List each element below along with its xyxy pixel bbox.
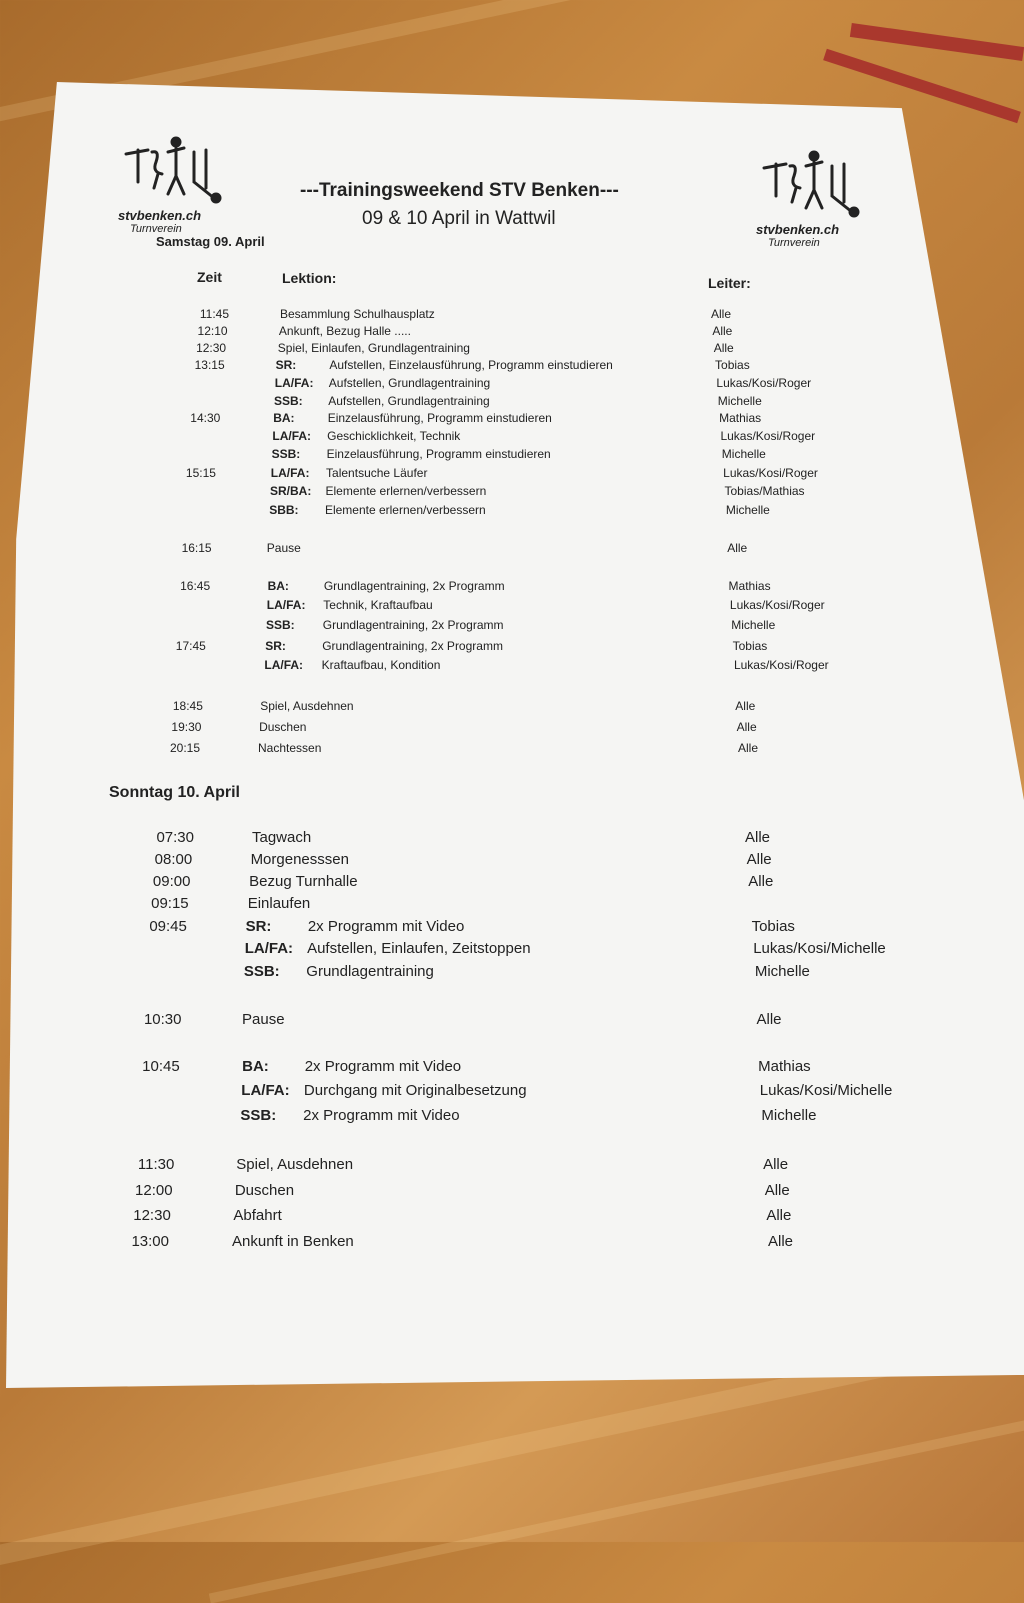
row-time: 08:00 (154, 851, 193, 868)
row-leader: Lukas/Kosi/Roger (716, 376, 812, 390)
row-lesson: Aufstellen, Einzelausführung, Programm einstudieren (329, 358, 613, 372)
schedule-row (0, 1107, 1024, 1129)
row-time: 09:15 (151, 895, 189, 912)
schedule-row (0, 829, 1024, 851)
document-title: ---Trainingsweekend STV Benken--- (300, 180, 619, 201)
row-leader: Tobias/Mathias (724, 484, 805, 498)
row-time: 10:30 (143, 1011, 182, 1028)
row-time: 14:30 (190, 411, 221, 425)
row-leader: Alle (768, 1233, 794, 1250)
row-time: 20:15 (169, 741, 200, 755)
row-leader: Lukas/Kosi/Roger (729, 598, 825, 612)
row-group: LA/FA: (274, 376, 314, 390)
schedule-row (0, 1058, 1024, 1080)
row-leader: Alle (735, 699, 756, 713)
row-lesson: Abfahrt (233, 1207, 282, 1224)
schedule-row (0, 963, 1024, 985)
schedule-row (0, 503, 1024, 525)
row-group: SBB: (269, 503, 299, 517)
schedule-row (0, 1233, 1024, 1255)
row-lesson: Spiel, Ausdehnen (236, 1156, 354, 1173)
row-lesson: Besammlung Schulhausplatz (280, 307, 435, 321)
row-leader: Alle (712, 324, 733, 338)
row-group: BA: (267, 579, 289, 593)
schedule-row (0, 658, 1024, 680)
row-leader: Tobias (715, 358, 750, 372)
schedule-row (0, 1207, 1024, 1229)
row-leader: Alle (748, 873, 774, 890)
row-leader: Mathias (758, 1058, 811, 1075)
schedule-row (0, 618, 1024, 640)
row-leader: Lukas/Kosi/Roger (723, 466, 818, 480)
row-lesson: Morgenesssen (250, 851, 349, 868)
logo-subtext: Turnverein (768, 237, 820, 249)
row-time: 12:30 (133, 1207, 171, 1224)
row-lesson: Ankunft in Benken (232, 1233, 354, 1250)
row-lesson: Pause (242, 1011, 285, 1028)
row-leader: Alle (736, 720, 757, 734)
row-lesson: Aufstellen, Grundlagentraining (328, 394, 490, 408)
row-leader: Tobias (732, 639, 768, 653)
row-lesson: Duschen (234, 1182, 295, 1199)
row-leader: Alle (745, 829, 771, 846)
row-lesson: Einzelausführung, Programm einstudieren (327, 411, 552, 425)
row-leader: Lukas/Kosi/Michelle (753, 940, 886, 957)
row-leader: Alle (764, 1182, 790, 1199)
row-lesson: Pause (266, 541, 301, 555)
schedule-row (0, 940, 1024, 962)
row-leader: Alle (711, 307, 732, 321)
logo-text: stvbenken.ch (756, 222, 840, 237)
row-lesson: Aufstellen, Einlaufen, Zeitstoppen (307, 940, 531, 957)
row-time: 13:00 (131, 1233, 169, 1250)
row-lesson: Ankunft, Bezug Halle ..... (278, 324, 411, 338)
row-lesson: Grundlagentraining, 2x Programm (322, 639, 503, 653)
logo-text: stvbenken.ch (118, 208, 202, 223)
row-leader: Michelle (721, 447, 766, 461)
row-leader: Alle (727, 541, 748, 555)
row-time: 16:45 (180, 579, 211, 593)
sunday-title: Sonntag 10. April (109, 784, 240, 801)
row-leader: Alle (766, 1207, 792, 1224)
row-time: 11:30 (137, 1156, 175, 1173)
row-leader: Michelle (725, 503, 770, 517)
row-time: 13:15 (194, 358, 225, 372)
row-lesson: Nachtessen (258, 741, 322, 755)
row-lesson: 2x Programm mit Video (307, 918, 465, 935)
schedule-row (0, 851, 1024, 873)
row-lesson: Bezug Turnhalle (249, 873, 358, 890)
schedule-row (0, 598, 1024, 620)
schedule-row (0, 720, 1024, 742)
row-group: SR: (265, 639, 286, 653)
row-group: SR: (275, 358, 297, 372)
logo-right (756, 146, 876, 249)
schedule-row (0, 699, 1024, 721)
header-zeit: Zeit (197, 269, 222, 285)
row-time: 10:45 (142, 1058, 180, 1075)
schedule-row (0, 741, 1024, 763)
row-time: 17:45 (175, 639, 206, 653)
schedule-row (0, 1082, 1024, 1104)
document-subtitle: 09 & 10 April in Wattwil (362, 208, 556, 229)
row-lesson: Talentsuche Läufer (326, 466, 428, 480)
row-leader: Alle (738, 741, 759, 755)
row-lesson: Grundlagentraining (306, 963, 434, 980)
row-time: 16:15 (181, 541, 212, 555)
row-time: 11:45 (199, 307, 229, 321)
row-leader: Tobias (751, 918, 795, 935)
row-lesson: Elemente erlernen/verbessern (325, 484, 487, 498)
row-lesson: 2x Programm mit Video (304, 1058, 462, 1075)
row-group: SR/BA: (270, 484, 312, 498)
logo-subtext: Turnverein (130, 223, 182, 235)
row-group: LA/FA: (244, 940, 294, 957)
row-time: 12:10 (197, 324, 228, 338)
row-lesson: 2x Programm mit Video (303, 1107, 460, 1124)
row-time: 09:00 (152, 873, 191, 890)
row-lesson: Einzelausführung, Programm einstudieren (326, 447, 551, 461)
row-leader: Michelle (731, 618, 776, 632)
row-leader: Alle (763, 1156, 789, 1173)
row-leader: Alle (746, 851, 772, 868)
schedule-row (0, 918, 1024, 940)
row-group: SSB: (243, 963, 280, 980)
row-group: LA/FA: (266, 598, 306, 612)
row-leader: Mathias (719, 411, 762, 425)
row-lesson: Elemente erlernen/verbessern (324, 503, 486, 517)
row-group: SSB: (271, 447, 301, 461)
row-lesson: Geschicklichkeit, Technik (327, 429, 461, 443)
row-leader: Lukas/Kosi/Michelle (759, 1082, 893, 1099)
row-group: SSB: (266, 618, 295, 632)
gymnast-logo-icon (756, 146, 876, 218)
row-group: BA: (242, 1058, 269, 1075)
row-time: 12:30 (196, 341, 227, 355)
schedule-row (0, 1156, 1024, 1178)
row-leader: Alle (713, 341, 734, 355)
row-leader: Lukas/Kosi/Roger (720, 429, 816, 443)
logo-left (118, 132, 238, 235)
schedule-row (0, 873, 1024, 895)
row-lesson: Kraftaufbau, Kondition (321, 658, 441, 672)
row-leader: Michelle (761, 1107, 817, 1124)
row-time: 18:45 (172, 699, 203, 713)
row-lesson: Einlaufen (247, 895, 311, 912)
row-time: 09:45 (149, 918, 187, 935)
row-leader: Alle (756, 1011, 782, 1028)
row-lesson: Aufstellen, Grundlagentraining (328, 376, 491, 390)
row-group: LA/FA: (272, 429, 312, 443)
row-lesson: Grundlagentraining, 2x Programm (323, 579, 505, 593)
row-group: SSB: (240, 1107, 277, 1124)
row-group: LA/FA: (270, 466, 310, 480)
row-group: LA/FA: (241, 1082, 290, 1099)
row-group: SSB: (274, 394, 303, 408)
header-leiter: Leiter: (708, 275, 751, 291)
header-lektion: Lektion: (282, 270, 337, 286)
row-time: 07:30 (156, 829, 194, 846)
row-leader: Michelle (754, 963, 810, 980)
row-group: BA: (273, 411, 295, 425)
row-group: SR: (245, 918, 272, 935)
row-group: LA/FA: (264, 658, 304, 672)
row-leader: Mathias (728, 579, 771, 593)
row-time: 15:15 (185, 466, 216, 480)
row-lesson: Spiel, Einlaufen, Grundlagentraining (277, 341, 470, 355)
row-lesson: Grundlagentraining, 2x Programm (322, 618, 504, 632)
row-lesson: Durchgang mit Originalbesetzung (303, 1082, 527, 1099)
row-lesson: Spiel, Ausdehnen (260, 699, 354, 713)
row-lesson: Technik, Kraftaufbau (323, 598, 433, 612)
row-lesson: Duschen (259, 720, 307, 734)
schedule-row (0, 895, 1024, 917)
row-time: 12:00 (135, 1182, 173, 1199)
schedule-row (0, 541, 1024, 563)
saturday-title: Samstag 09. April (156, 234, 265, 249)
row-leader: Lukas/Kosi/Roger (733, 658, 829, 672)
row-leader: Michelle (717, 394, 762, 408)
gymnast-logo-icon (118, 132, 238, 204)
row-time: 19:30 (171, 720, 202, 734)
row-lesson: Tagwach (252, 829, 312, 846)
schedule-row (0, 1011, 1024, 1033)
schedule-row (0, 1182, 1024, 1204)
